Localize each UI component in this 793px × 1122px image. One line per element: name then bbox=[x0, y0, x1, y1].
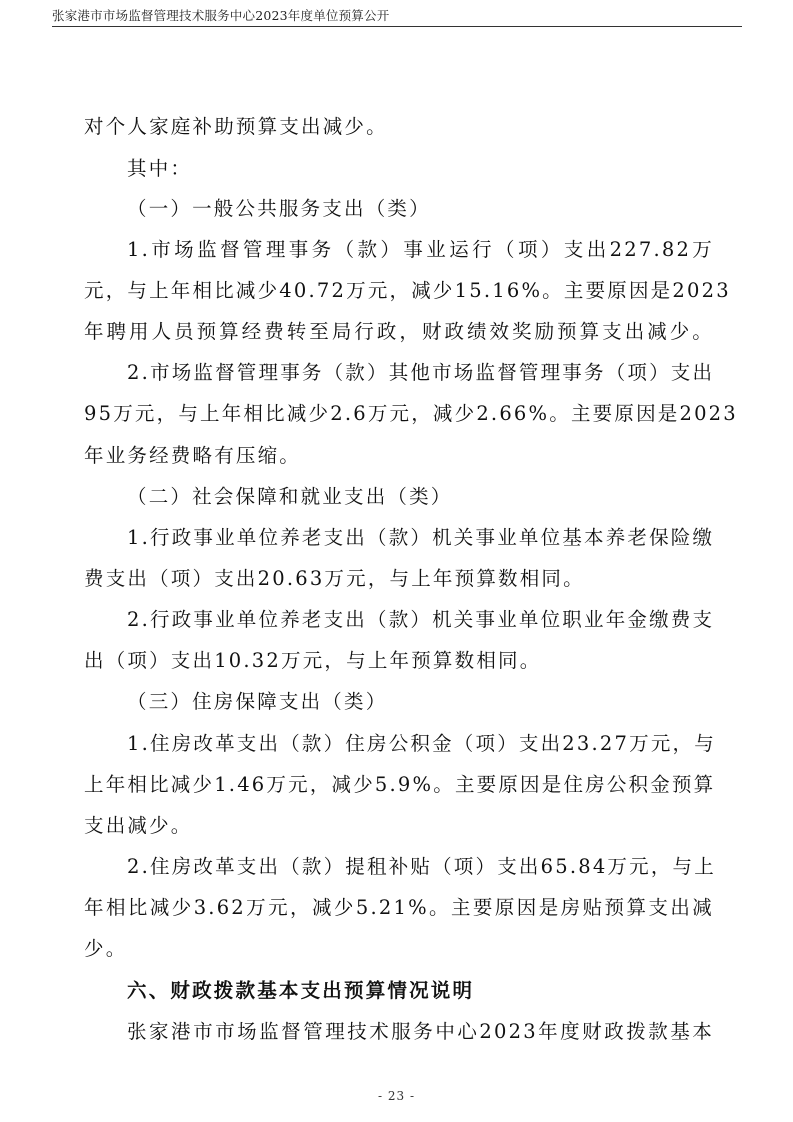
body-line: 2.市场监督管理事务（款）其他市场监督管理事务（项）支出 bbox=[127, 361, 715, 384]
section-heading: （三）住房保障支出（类） bbox=[127, 690, 388, 713]
section-heading: （二）社会保障和就业支出（类） bbox=[127, 485, 453, 508]
chapter-heading: 六、财政拨款基本支出预算情况说明 bbox=[127, 979, 475, 1002]
body-line: 年业务经费略有压缩。 bbox=[84, 444, 302, 467]
body-line: 出（项）支出10.32万元，与上年预算数相同。 bbox=[84, 649, 542, 672]
body-line: 年相比减少3.62万元，减少5.21%。主要原因是房贴预算支出减 bbox=[84, 896, 714, 919]
body-line: 对个人家庭补助预算支出减少。 bbox=[84, 115, 388, 138]
body-line: 95万元，与上年相比减少2.6万元，减少2.66%。主要原因是2023 bbox=[84, 402, 738, 425]
page-number: - 23 - bbox=[377, 1089, 415, 1103]
body-line: 2.行政事业单位养老支出（款）机关事业单位职业年金缴费支 bbox=[127, 608, 715, 631]
body-line: 元，与上年相比减少40.72万元，减少15.16%。主要原因是2023 bbox=[84, 279, 731, 302]
body-line: 1.行政事业单位养老支出（款）机关事业单位基本养老保险缴 bbox=[127, 526, 715, 549]
body-line: 1.市场监督管理事务（款）事业运行（项）支出227.82万 bbox=[127, 238, 714, 261]
body-line: 2.住房改革支出（款）提租补贴（项）支出65.84万元，与上 bbox=[127, 855, 716, 878]
body-line: 支出减少。 bbox=[84, 814, 193, 837]
body-line: 1.住房改革支出（款）住房公积金（项）支出23.27万元，与 bbox=[127, 732, 716, 755]
body-line: 张家港市市场监督管理技术服务中心2023年度财政拨款基本 bbox=[127, 1020, 714, 1043]
body-line: 上年相比减少1.46万元，减少5.9%。主要原因是住房公积金预算 bbox=[84, 773, 716, 796]
section-heading: （一）一般公共服务支出（类） bbox=[127, 197, 431, 220]
body-line: 费支出（项）支出20.63万元，与上年预算数相同。 bbox=[84, 567, 585, 590]
header-divider bbox=[52, 26, 742, 27]
body-line: 其中： bbox=[127, 157, 193, 180]
running-header: 张家港市市场监督管理技术服务中心2023年度单位预算公开 bbox=[52, 8, 390, 23]
body-line: 年聘用人员预算经费转至局行政，财政绩效奖励预算支出减少。 bbox=[84, 320, 714, 343]
body-line: 少。 bbox=[84, 937, 128, 960]
